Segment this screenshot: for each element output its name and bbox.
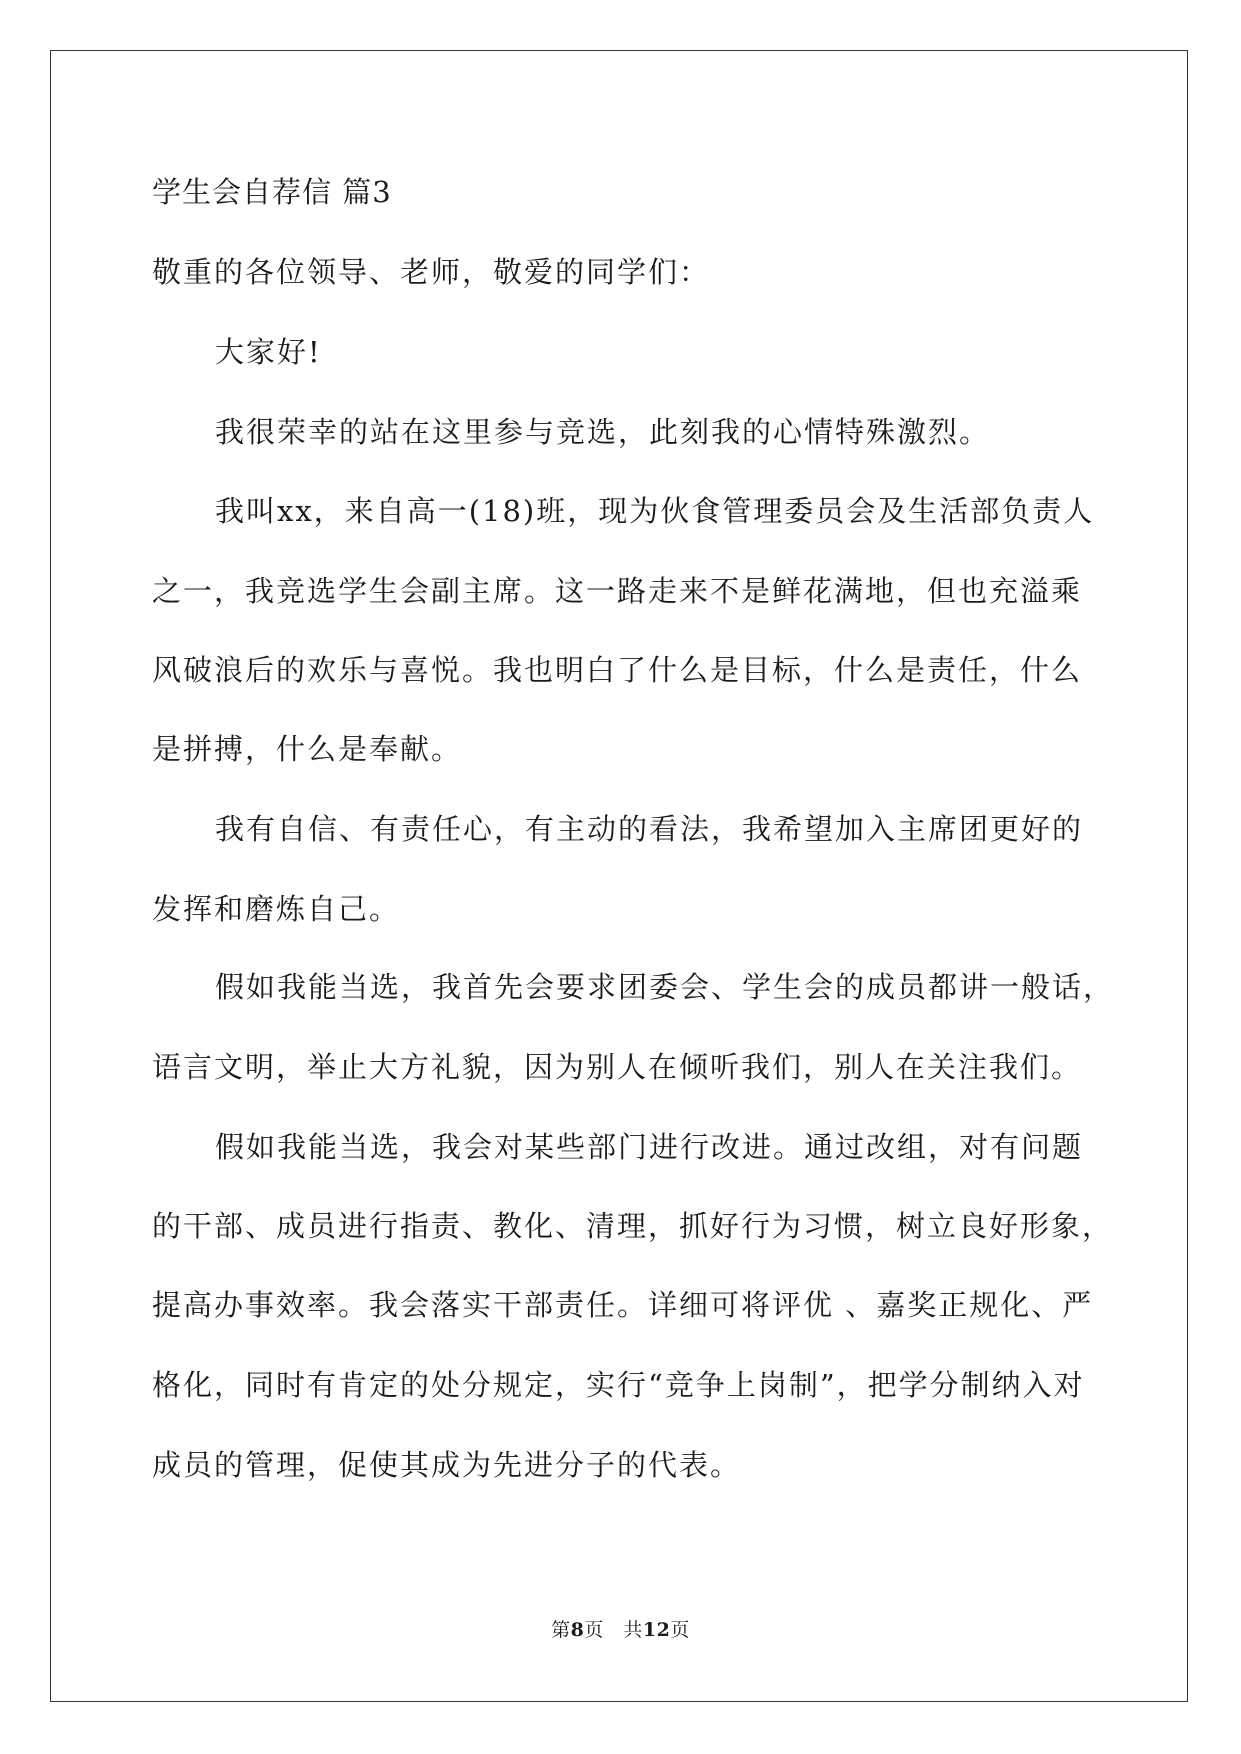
paragraph-line: 我叫xx，来自高一(18)班，现为伙食管理委员会及生活部负责人 xyxy=(215,494,1095,528)
current-page-number: 8 xyxy=(570,1619,585,1641)
salutation: 敬重的各位领导、老师，敬爱的同学们： xyxy=(152,255,711,289)
paragraph-line: 成员的管理，促使其成为先进分子的代表。 xyxy=(152,1448,742,1482)
footer-mid: 页 共 xyxy=(584,1619,643,1641)
paragraph-line: 发挥和磨炼自己。 xyxy=(152,892,401,926)
footer-suffix: 页 xyxy=(670,1619,690,1641)
paragraph-line: 的干部、成员进行指责、教化、清理，抓好行为习惯，树立良好形象， xyxy=(152,1209,1114,1243)
paragraph-line: 之一，我竞选学生会副主席。这一路走来不是鲜花满地，但也充溢乘 xyxy=(152,574,1083,608)
paragraph-line: 是拼搏，什么是奉献。 xyxy=(152,732,463,766)
total-page-number: 12 xyxy=(642,1619,671,1641)
paragraph-line: 大家好! xyxy=(215,335,322,369)
document-title: 学生会自荐信 篇3 xyxy=(152,175,392,209)
paragraph-line: 假如我能当选，我首先会要求团委会、学生会的成员都讲一般话， xyxy=(215,970,1115,1004)
footer-prefix: 第 xyxy=(551,1619,571,1641)
paragraph-line: 风破浪后的欢乐与喜悦。我也明白了什么是目标，什么是责任，什么 xyxy=(152,653,1083,687)
paragraph-line: 提高办事效率。我会落实干部责任。详细可将评优 、嘉奖正规化、严 xyxy=(152,1288,1094,1322)
paragraph-line: 我有自信、有责任心，有主动的看法，我希望加入主席团更好的 xyxy=(215,812,1084,846)
paragraph-line: 我很荣幸的站在这里参与竞选，此刻我的心情特殊激烈。 xyxy=(215,415,991,449)
paragraph-line: 假如我能当选，我会对某些部门进行改进。通过改组，对有问题 xyxy=(215,1130,1084,1164)
page-number-footer xyxy=(0,1618,1241,1642)
paragraph-line: 格化，同时有肯定的处分规定，实行“竞争上岗制”，把学分制纳入对 xyxy=(152,1368,1085,1402)
paragraph-line: 语言文明，举止大方礼貌，因为别人在倾听我们，别人在关注我们。 xyxy=(152,1050,1083,1084)
